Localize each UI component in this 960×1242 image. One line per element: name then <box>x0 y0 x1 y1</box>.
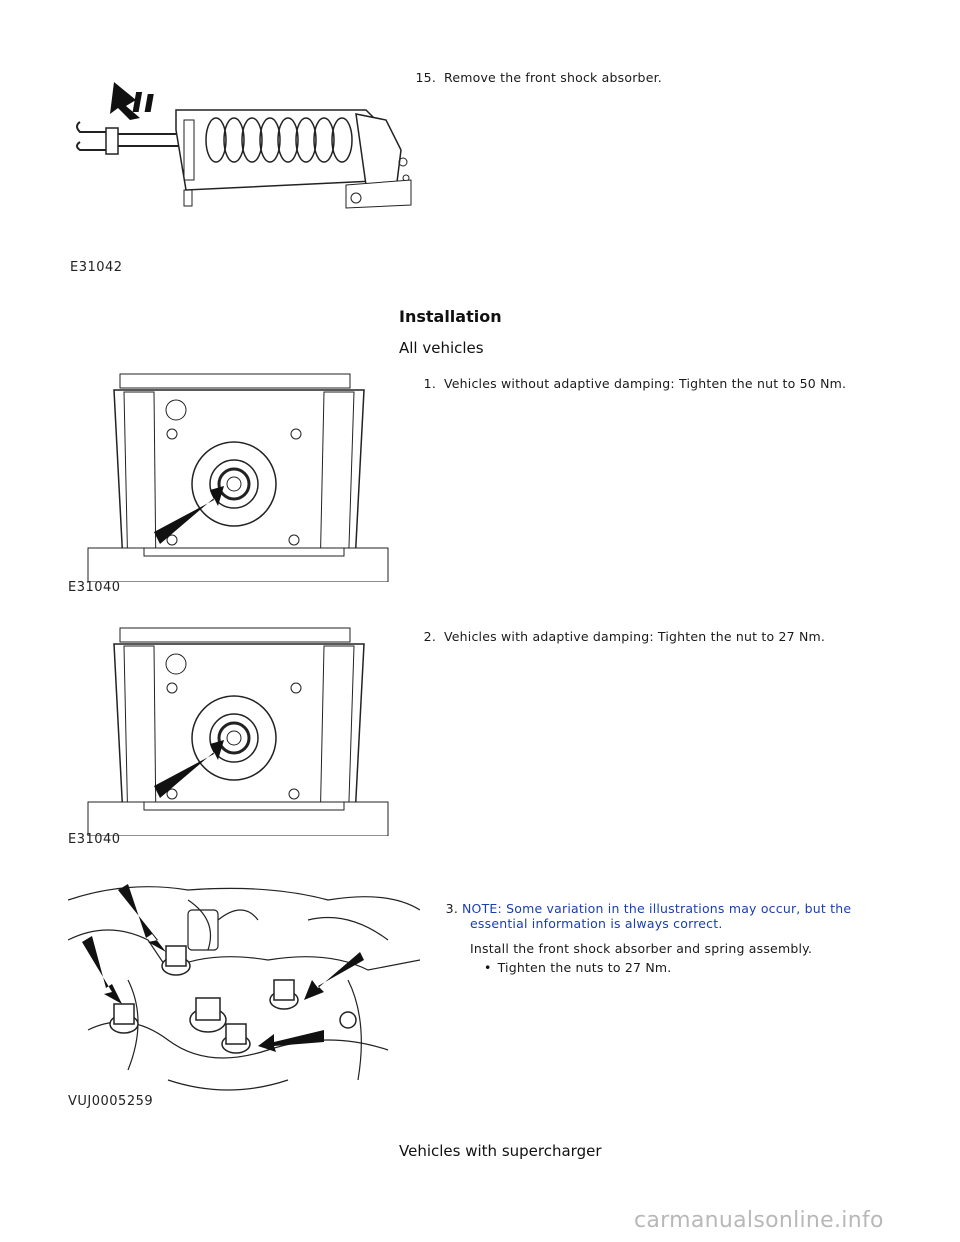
step-instruction: Install the front shock absorber and spring assembly. <box>470 941 813 956</box>
step-text: Remove the front shock absorber. <box>444 70 662 85</box>
shock-mount-illustration <box>84 626 394 836</box>
figure-nut-tighten-27nm <box>84 626 394 836</box>
figure-assembly-nuts <box>68 880 420 1108</box>
figure-label: E31040 <box>68 832 121 847</box>
step-3 <box>436 901 851 975</box>
step-bullets <box>470 960 851 975</box>
figure-nut-tighten-50nm <box>84 372 394 582</box>
shock-absorber-illustration <box>66 70 426 280</box>
step-note-continued: essential information is always correct. <box>470 916 723 931</box>
engine-bay-illustration <box>68 880 420 1108</box>
step-1 <box>410 376 846 391</box>
step-number: 2. <box>423 629 436 644</box>
step-text: Vehicles without adaptive damping: Tighten the nut to 50 Nm. <box>444 376 847 391</box>
step-number: 1. <box>423 376 436 391</box>
step-2 <box>410 629 825 644</box>
bullet-item: • Tighten the nuts to 27 Nm. <box>484 960 851 975</box>
step-number: 3. <box>445 901 458 916</box>
step-15 <box>410 70 662 85</box>
step-number: 15. <box>415 70 436 85</box>
subheading-all-vehicles: All vehicles <box>399 339 484 357</box>
shock-mount-illustration <box>84 372 394 582</box>
step-note: NOTE: Some variation in the illustrations may occur, but the <box>462 901 852 916</box>
figure-label: VUJ0005259 <box>68 1094 154 1109</box>
watermark: carmanualsonline.info <box>634 1208 884 1233</box>
figure-shock-absorber-removal <box>66 70 426 280</box>
subheading-vehicles-with-supercharger: Vehicles with supercharger <box>399 1142 602 1160</box>
removal-arrow-icon <box>110 82 154 120</box>
figure-label: E31042 <box>70 260 123 275</box>
section-heading-installation: Installation <box>399 307 502 326</box>
figure-label: E31040 <box>68 580 121 595</box>
step-text: Vehicles with adaptive damping: Tighten the nut to 27 Nm. <box>444 629 826 644</box>
